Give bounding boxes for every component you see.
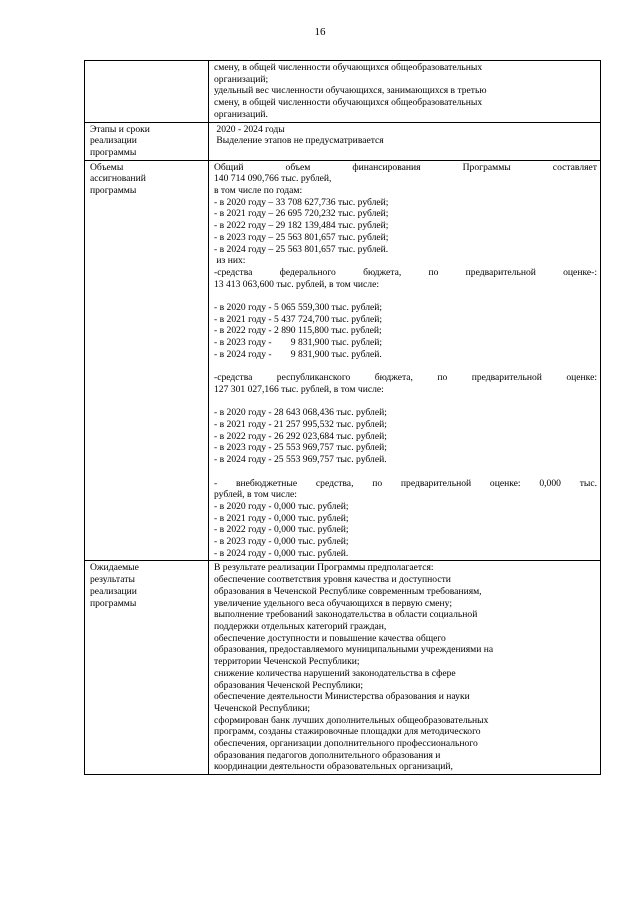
row-label-cell [85, 61, 209, 123]
content-line: - в 2024 году – 25 563 801,657 тыс. рублей. [214, 243, 389, 255]
row-label-line: программы [90, 185, 137, 197]
content-line: территории Чеченской Республики; [214, 656, 360, 668]
table-row [85, 61, 601, 123]
content-line: образования, предоставляемого муниципальными учреждениями на [214, 644, 494, 656]
row-content-cell [209, 160, 601, 561]
row-content-cell [209, 61, 601, 123]
content-line: - в 2020 году – 33 708 627,736 тыс. рублей; [214, 196, 389, 208]
row-label-line: Ожидаемые [90, 562, 139, 574]
content-line: обеспечения, организации дополнительного профессионального [214, 738, 478, 750]
content-line: в том числе по годам: [214, 185, 303, 197]
content-line: - в 2021 году - 5 437 724,700 тыс. рублей; [214, 313, 383, 325]
content-line: координации деятельности образовательных организаций, [214, 761, 453, 773]
row-label-cell [85, 122, 209, 160]
content-line: - в 2021 году - 21 257 995,532 тыс. рублей; [214, 419, 387, 431]
content-line: увеличение удельного веса обучающихся в первую смену; [214, 597, 452, 609]
content-line: - в 2023 году - 9 831,900 тыс. рублей; [214, 337, 383, 349]
content-line: обеспечение деятельности Министерства образования и науки [214, 691, 470, 703]
content-line: программ, созданы стажировочные площадки для методического [214, 726, 481, 738]
content-line: 127 301 027,166 тыс. рублей, в том числе: [214, 383, 384, 395]
content-line: снижение количества нарушений законодательства в сфере [214, 667, 456, 679]
content-line: смену, в общей численности обучающихся общеобразовательных [214, 62, 483, 73]
content-line: - в 2020 году - 5 065 559,300 тыс. рублей; [214, 302, 383, 314]
content-line: - внебюджетные средства, по предварительной оценке: 0,000 тыс. [214, 477, 597, 489]
content-line: удельный вес численности обучающихся, занимающихся в третью [214, 85, 487, 97]
row-label-line: реализации [90, 135, 137, 147]
content-line: Общий объем финансирования Программы составляет [214, 161, 597, 173]
content-line: рублей, в том числе: [214, 489, 297, 501]
row-label-line: ассигнований [90, 173, 146, 185]
row-label-line: программы [90, 146, 137, 158]
row-label-line: реализации [90, 585, 137, 597]
content-line: - в 2022 году - 0,000 тыс. рублей; [214, 524, 349, 536]
table-row [85, 561, 601, 775]
content-line: - в 2020 году - 28 643 068,436 тыс. рублей; [214, 407, 387, 419]
content-line: смену, в общей численности обучающихся общеобразовательных [214, 97, 483, 109]
content-line: - в 2021 году - 0,000 тыс. рублей; [214, 512, 349, 524]
content-line: сформирован банк лучших дополнительных общеобразовательных [214, 714, 489, 726]
content-line: 13 413 063,600 тыс. рублей, в том числе: [214, 278, 380, 290]
content-line: В результате реализации Программы предполагается: [214, 562, 434, 574]
content-line: поддержки отдельных категорий граждан, [214, 620, 387, 632]
content-line: Выделение этапов не предусматривается [214, 135, 384, 147]
blank-line [214, 361, 597, 373]
content-line: -средства федерального бюджета, по предварительной оценке-: [214, 266, 597, 278]
content-line: Чеченской Республики; [214, 702, 311, 714]
content-line: - в 2024 году - 25 553 969,757 тыс. рублей. [214, 454, 387, 466]
content-line: из них: [214, 255, 246, 267]
content-line: обеспечение доступности и повышение качества общего [214, 632, 446, 644]
passport-table-body [85, 61, 601, 775]
content-line: 140 714 090,766 тыс. рублей, [214, 173, 332, 185]
blank-line [214, 290, 597, 302]
content-line: организаций; [214, 73, 269, 85]
content-line: образования педагогов дополнительного образования и [214, 749, 441, 761]
blank-line [214, 466, 597, 478]
row-label-line: программы [90, 597, 137, 609]
content-line: образования Чеченской Республики; [214, 679, 364, 691]
content-line: - в 2020 году - 0,000 тыс. рублей; [214, 500, 349, 512]
content-line: - в 2022 году – 29 182 139,484 тыс. рублей; [214, 220, 389, 232]
content-line: организаций. [214, 108, 268, 120]
content-line: -средства республиканского бюджета, по предварительной оценке: [214, 372, 597, 384]
table-row [85, 122, 601, 160]
content-line: 2020 - 2024 годы [214, 123, 285, 135]
content-line: - в 2023 году – 25 563 801,657 тыс. рублей; [214, 231, 389, 243]
table-row [85, 160, 601, 561]
row-content-cell [209, 561, 601, 775]
content-line: - в 2023 году - 0,000 тыс. рублей; [214, 536, 349, 548]
row-label-line: Объемы [90, 161, 124, 173]
row-label-line: Этапы и сроки [90, 123, 150, 135]
row-content-cell [209, 122, 601, 160]
content-line: - в 2024 году - 9 831,900 тыс. рублей. [214, 348, 382, 360]
content-line: образования в Чеченской Республике современным требованиям, [214, 585, 482, 597]
content-line: - в 2022 году - 26 292 023,684 тыс. рублей; [214, 430, 387, 442]
row-label-cell [85, 160, 209, 561]
content-line: - в 2022 году - 2 890 115,800 тыс. рублей; [214, 325, 382, 337]
row-label-line: результаты [90, 574, 135, 586]
page-number: 16 [314, 26, 326, 38]
content-line: - в 2021 году – 26 695 720,232 тыс. рублей; [214, 208, 389, 220]
content-line: - в 2024 году - 0,000 тыс. рублей. [214, 547, 349, 559]
content-line: - в 2023 году - 25 553 969,757 тыс. рублей; [214, 442, 387, 454]
blank-line [214, 396, 597, 408]
content-line: выполнение требований законодательства в области социальной [214, 609, 478, 621]
row-label-cell [85, 561, 209, 775]
content-line: обеспечение соответствия уровня качества и доступности [214, 574, 451, 586]
program-passport-table [84, 60, 601, 775]
